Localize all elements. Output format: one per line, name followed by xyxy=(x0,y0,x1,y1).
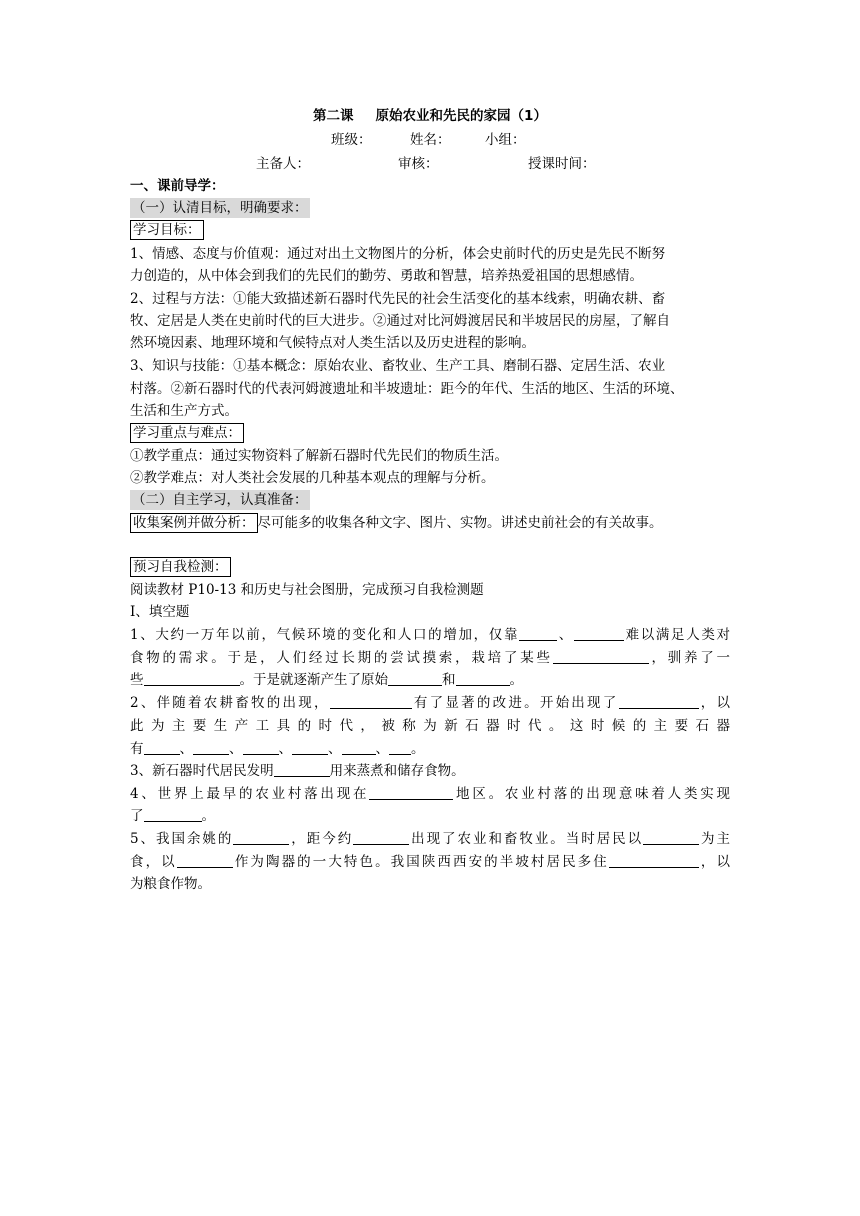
key-points-label: 学习重点与难点： xyxy=(130,423,244,443)
key-point-1: ①教学重点：通过实物资料了解新石器时代先民们的物质生活。 xyxy=(130,448,508,464)
question-5-line1 xyxy=(130,829,730,849)
part-two-heading xyxy=(130,490,730,510)
goal3-line3: 生活和生产方式。 xyxy=(130,403,238,419)
goal2-line2: 牧、定居是人类在史前时代的巨大进步。②通过对比河姆渡居民和半坡居民的房屋，了解自 xyxy=(130,313,670,329)
q1-text-c: 难以满足人类对 xyxy=(623,627,731,643)
q2-text-c: ，以 xyxy=(698,695,731,711)
q2-text-e: 有 xyxy=(130,741,144,757)
q4-text-b: 地区。农业村落的出现意味着人类实现 xyxy=(453,786,730,802)
collect-text: 尽可能多的收集各种文字、图片、实物。讲述史前社会的有关故事。 xyxy=(257,515,663,531)
q2-sep-2: 、 xyxy=(229,741,243,757)
class-label: 班级： xyxy=(331,132,372,148)
preparer-label: 主备人： xyxy=(256,156,310,172)
question-1-line2 xyxy=(130,648,730,668)
collect-line xyxy=(130,513,730,533)
q4-text-d: 。 xyxy=(201,808,215,824)
q1-blank-3[interactable] xyxy=(553,649,649,664)
q2-text-end: 。 xyxy=(411,741,425,757)
q1-blank-5[interactable] xyxy=(388,671,442,686)
q5-text-e: 食，以 xyxy=(130,854,177,870)
q2-blank-2[interactable] xyxy=(619,694,699,709)
q3-blank-1[interactable] xyxy=(274,762,330,777)
q1-text-e: ，驯养了一 xyxy=(648,650,731,666)
q2-text-a: 2、伴随着农耕畜牧的出现， xyxy=(130,695,330,711)
q5-blank-1[interactable] xyxy=(233,830,289,845)
q1-text-g: 。于是就逐渐产生了原始 xyxy=(239,672,388,688)
question-2-line2: 此为主要生产工具的时代，被称为新石器时代。这时候的主要石器 xyxy=(130,718,730,734)
q5-text-b: ，距今约 xyxy=(289,831,354,847)
goal2-line3: 然环境因素、地理环境和气候特点对人类生活以及历史进程的影响。 xyxy=(130,335,535,351)
q2-sep-1: 、 xyxy=(179,741,193,757)
group-label: 小组： xyxy=(485,132,526,148)
question-3-line1 xyxy=(130,761,730,781)
goal1-line2: 力创造的，从中体会到我们的先民们的勤劳、勇敢和智慧，培养热爱祖国的思想感情。 xyxy=(130,268,643,284)
fill-blank-title: Ⅰ、填空题 xyxy=(130,604,190,620)
q2-text-b: 有了显著的改进。开始出现了 xyxy=(411,695,619,711)
q2-blank-8[interactable] xyxy=(389,740,411,755)
q4-blank-1[interactable] xyxy=(369,785,453,800)
lesson-number: 第二课 xyxy=(313,108,354,124)
q1-text-b: 、 xyxy=(557,627,574,643)
goals-heading xyxy=(130,220,730,240)
goals-label: 学习目标： xyxy=(130,220,204,240)
goal1-line1: 1、情感、态度与价值观：通过对出土文物图片的分析，体会史前时代的历史是先民不断努 xyxy=(130,246,666,262)
q5-text-f: 作为陶器的一大特色。我国陕西西安的半坡村居民多住 xyxy=(232,854,609,870)
q5-blank-4[interactable] xyxy=(177,853,233,868)
q2-blank-4[interactable] xyxy=(193,740,229,755)
part-one-heading xyxy=(130,198,730,218)
q1-text-h: 和 xyxy=(442,672,456,688)
q1-blank-2[interactable] xyxy=(574,626,624,641)
key-points-heading xyxy=(130,423,730,443)
q2-blank-7[interactable] xyxy=(342,740,376,755)
q1-text-f: 些 xyxy=(130,672,144,688)
question-1-line1 xyxy=(130,625,730,645)
self-check-heading xyxy=(130,557,730,577)
time-label: 授课时间： xyxy=(528,156,596,172)
question-5-line3: 为粮食作物。 xyxy=(130,876,211,892)
part-two-label: （二）自主学习，认真准备： xyxy=(132,492,308,508)
q1-text-d: 食物的需求。于是，人们经过长期的尝试摸索，栽培了某些 xyxy=(130,650,553,666)
q3-text-b: 用来蒸煮和储存食物。 xyxy=(329,763,465,779)
part-one-label: （一）认清目标，明确要求： xyxy=(132,200,308,216)
q5-blank-3[interactable] xyxy=(643,830,699,845)
question-5-line2 xyxy=(130,852,730,872)
name-label: 姓名： xyxy=(410,132,451,148)
q1-blank-4[interactable] xyxy=(144,671,240,686)
q5-blank-2[interactable] xyxy=(353,830,409,845)
goal3-line2: 村落。②新石器时代的代表河姆渡遗址和半坡遗址：距今的年代、生活的地区、生活的环境、 xyxy=(130,381,684,397)
question-4-line2 xyxy=(130,806,730,826)
q2-blank-1[interactable] xyxy=(330,694,412,709)
q4-blank-2[interactable] xyxy=(144,807,202,822)
key-point-2: ②教学难点：对人类社会发展的几种基本观点的理解与分析。 xyxy=(130,470,495,486)
q1-blank-6[interactable] xyxy=(456,671,510,686)
q2-sep-4: 、 xyxy=(328,741,342,757)
question-2-line3 xyxy=(130,739,730,759)
goal3-line1: 3、知识与技能：①基本概念：原始农业、畜牧业、生产工具、磨制石器、定居生活、农业 xyxy=(130,358,666,374)
q4-text-c: 了 xyxy=(130,808,144,824)
reviewer-label: 审核： xyxy=(398,156,439,172)
q4-text-a: 4、世界上最早的农业村落出现在 xyxy=(130,786,370,802)
page-title xyxy=(130,106,730,126)
q5-text-d: 为主 xyxy=(699,831,731,847)
q2-sep-3: 、 xyxy=(278,741,292,757)
q5-text-g: ，以 xyxy=(698,854,731,870)
lesson-title: 原始农业和先民的家园（1） xyxy=(375,108,547,124)
collect-label: 收集案例并做分析： xyxy=(130,513,258,533)
q5-text-a: 5、我国余姚的 xyxy=(130,831,234,847)
q1-text-i: 。 xyxy=(509,672,523,688)
self-check-label: 预习自我检测： xyxy=(130,557,231,577)
q2-blank-6[interactable] xyxy=(292,740,328,755)
question-4-line1 xyxy=(130,784,730,804)
q1-blank-1[interactable] xyxy=(519,626,557,641)
q5-blank-5[interactable] xyxy=(609,853,699,868)
q3-text-a: 3、新石器时代居民发明 xyxy=(130,763,274,779)
q1-text-a: 1、大约一万年以前，气候环境的变化和人口的增加，仅靠 xyxy=(130,627,520,643)
question-2-line1 xyxy=(130,693,730,713)
q5-text-c: 出现了农业和畜牧业。当时居民以 xyxy=(409,831,644,847)
goal2-line1: 2、过程与方法：①能大致描述新石器时代先民的社会生活变化的基本线索，明确农耕、畜 xyxy=(130,291,666,307)
q2-blank-5[interactable] xyxy=(243,740,279,755)
self-check-text: 阅读教材 P10-13 和历史与社会图册，完成预习自我检测题 xyxy=(130,582,484,598)
section-heading: 一、课前导学： xyxy=(130,178,225,194)
q2-sep-5: 、 xyxy=(375,741,389,757)
q2-blank-3[interactable] xyxy=(144,740,180,755)
question-1-line3 xyxy=(130,670,730,690)
